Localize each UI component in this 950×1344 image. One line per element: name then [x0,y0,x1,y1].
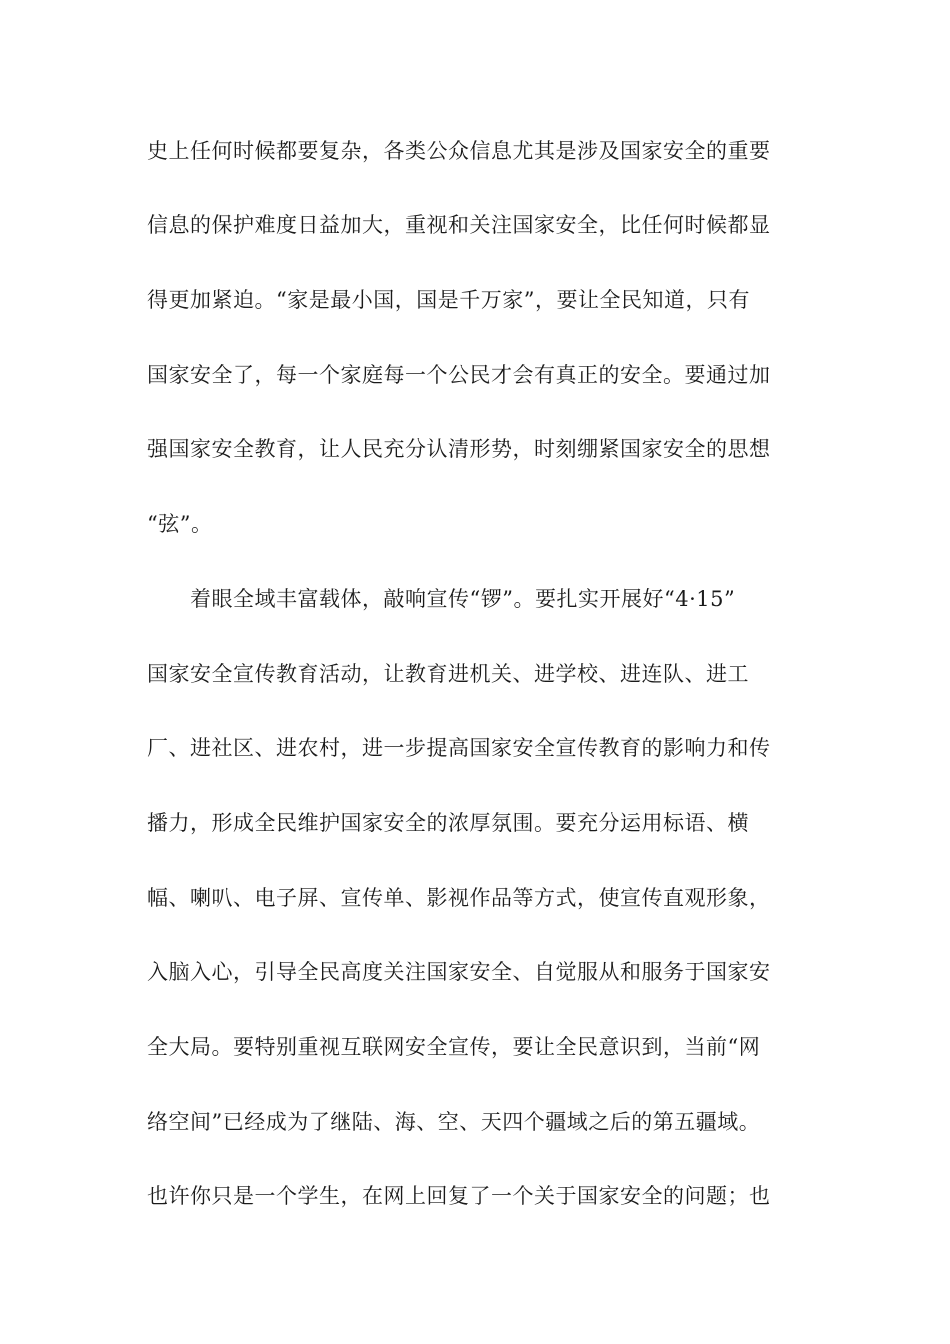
text-line: 络空间”已经成为了继陆、海、空、天四个疆域之后的第五疆域。 [147,1110,761,1134]
text-line: 入脑入心，引导全民高度关注国家安全、自觉服从和服务于国家安 [147,960,771,984]
text-line: 播力，形成全民维护国家安全的浓厚氛围。要充分运用标语、横 [147,811,749,835]
text-line: 得更加紧迫。“家是最小国，国是千万家”，要让全民知道，只有 [147,288,750,312]
text-line: 史上任何时候都要复杂，各类公众信息尤其是涉及国家安全的重要 [147,139,771,163]
text-line: 厂、进社区、进农村，进一步提高国家安全宣传教育的影响力和传 [147,736,771,760]
text-line: 国家安全了，每一个家庭每一个公民才会有真正的安全。要通过加 [147,363,771,387]
text-line: “弦”。 [147,512,213,536]
text-line: 国家安全宣传教育活动，让教育进机关、进学校、进连队、进工 [147,662,749,686]
text-line: 也许你只是一个学生，在网上回复了一个关于国家安全的问题；也 [147,1184,771,1208]
text-line: 幅、喇叭、电子屏、宣传单、影视作品等方式，使宣传直观形象， [147,886,771,910]
paragraph-first-line: 着眼全域丰富载体，敲响宣传“锣”。要扎实开展好“4·15” [147,587,736,611]
text-line: 全大局。要特别重视互联网安全宣传，要让全民意识到，当前“网 [147,1035,761,1059]
text-line: 强国家安全教育，让人民充分认清形势，时刻绷紧国家安全的思想 [147,437,771,461]
text-line: 信息的保护难度日益加大，重视和关注国家安全，比任何时候都显 [147,213,771,237]
